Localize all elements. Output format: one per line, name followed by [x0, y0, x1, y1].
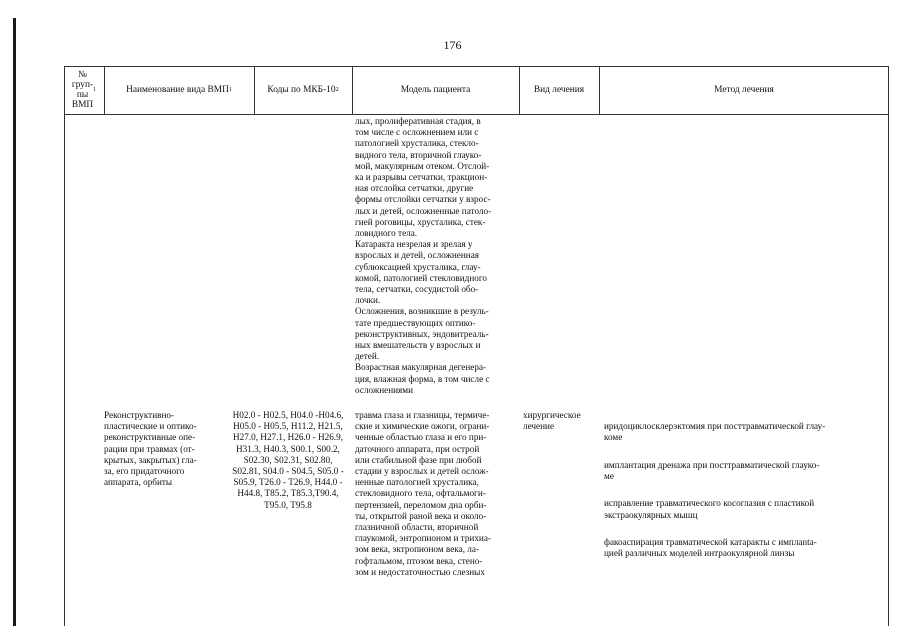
treatment-type-cell: хирургическое лечение	[523, 410, 581, 432]
header-vmp-name: Наименование вида ВМП 1	[126, 85, 232, 95]
icd-codes-cell: H02.0 - H02.5, H04.0 -H04.6, H05.0 - H05.5, H11.2, H21.5, H27.0, H27.1, H26.0 - H26.9, H31.3, H40.3, S00.1, S00.2, S02.30, S02.31, S02.80, S02.81, S04.0 - S04.5, S05.0 - S05.9, T26.0 - T26.9, H44.0 - H44.8, T85.2, T85.3,T90.4, T95.0, T95.8	[232, 410, 344, 510]
method-item: исправление травматического косоглазия с пластикой экстраокулярных мышц	[604, 498, 815, 520]
header-divider	[64, 114, 889, 115]
header-group-no: № груп- пы ВМП 1	[71, 70, 97, 110]
treatment-methods-cell	[604, 410, 874, 576]
patient-model-cell: травма глаза и глазницы, термиче- ские и химические ожоги, ограни- ченные областью глаза и его при- даточного аппарата, при острой или стабильной фазе при любой стадии у взрослых и детей ослож- ненные патологией хрусталика, стекловидного тела, офтальмоги- пертензией, переломом дна орби- ты, открытой раной века и около- глазничной области, вторичной глаукомой, энтропионом и трихиа- зом века, эктропионом века, ла- гофтальмом, птозом века, стено- зом и недостаточностью слезных	[355, 410, 491, 577]
header-treatment-type: Вид лечения	[533, 85, 585, 95]
method-item: иридоциклосклерэктомия при посттравматической глау- коме	[604, 421, 826, 443]
method-item: имплантация дренажа при посттравматической глауко- ме	[604, 459, 820, 482]
patient-model-continuation: лых, пролиферативная стадия, в том числе с осложнением или с патологией хрусталика, стекло- видного тела, вторичной глауко- мой, макулярным отеком. Отслой- ка и разрывы сетчатки, тракцион- ная отслойка сетчатки, другие формы отслойки сетчатки у взрос- лых и детей, осложненные патоло- гией роговицы, хрусталика, стек- ловидного тела. Катаракта незрелая и зрелая у взрослых и детей, осложненная сублюксацией хрусталика, глау- комой, патологией стекловидного тела, сетчатки, сосудистой обо- лочки. Осложнения, возникшие в резуль- тате предшествующих оптико- реконструктивных, эндовитреаль- ных вмешательств у взрослых и детей. Возрастная макулярная дегенера- ция, влажная форма, в том числе с осложнениями	[355, 116, 492, 395]
page-number: 176	[443, 38, 462, 52]
header-patient-model: Модель пациента	[400, 85, 471, 95]
vmp-table	[64, 66, 889, 626]
vmp-name-cell: Реконструктивно- пластические и оптико- реконструктивные опе- рации при травмах (от- крытых, закрытых) гла- за, его придаточного аппарата, орбиты	[104, 410, 197, 488]
binding-edge-line	[13, 18, 16, 626]
method-item: факоаспирация травматической катаракты с имплanta- цией различных моделей интраокулярной линзы	[604, 537, 817, 559]
header-treatment-method: Метод лечения	[714, 85, 774, 95]
header-icd-codes: Коды по МКБ-10 2	[267, 85, 339, 95]
